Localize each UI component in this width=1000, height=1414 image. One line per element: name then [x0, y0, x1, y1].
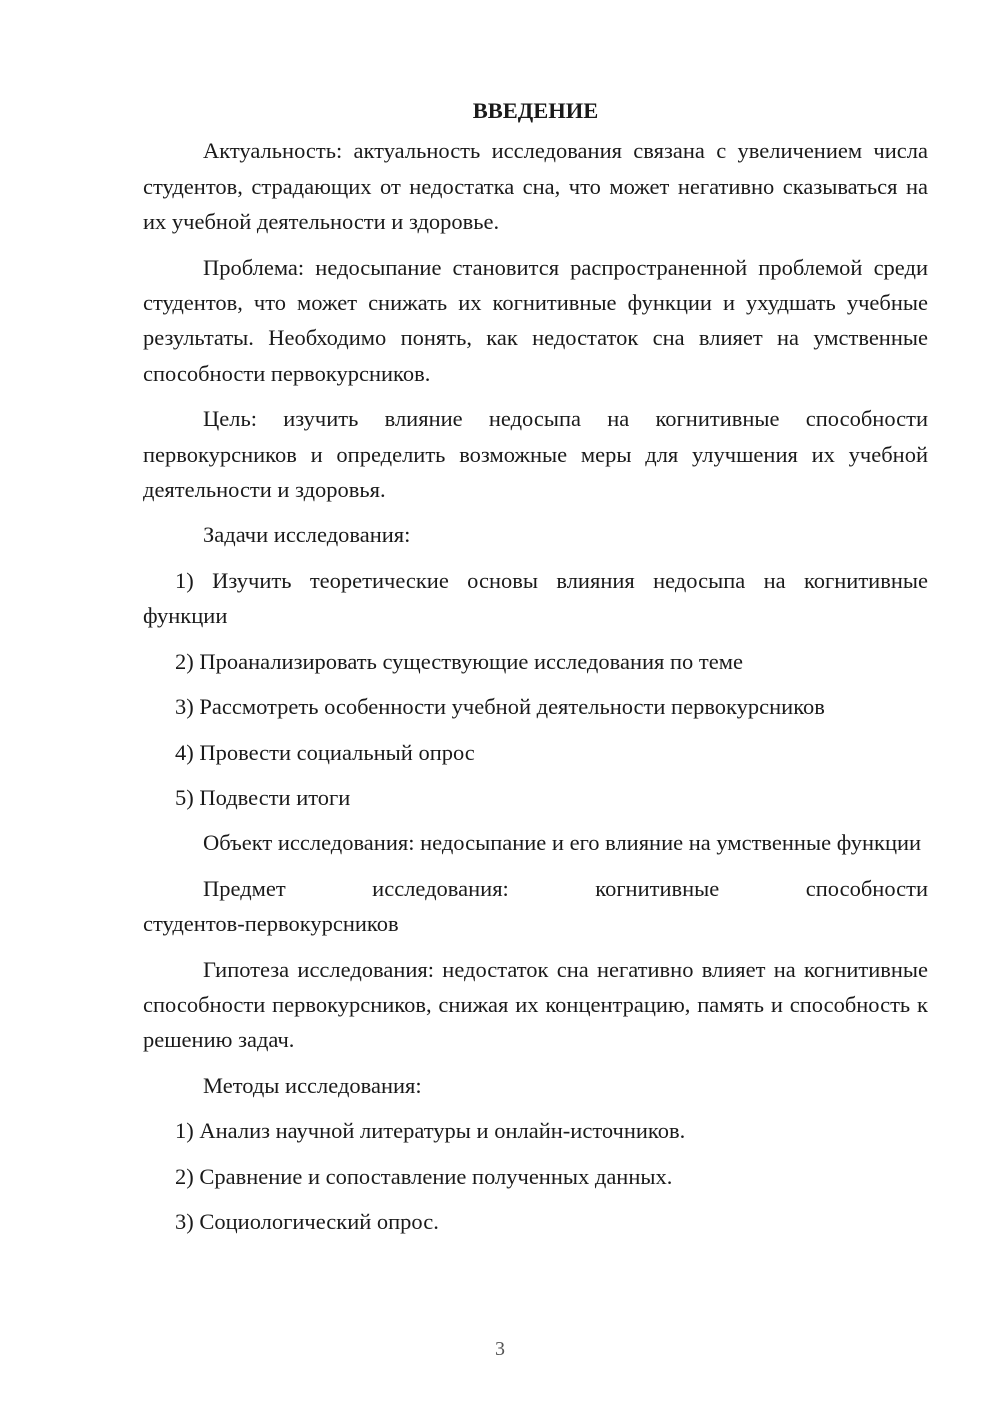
object-paragraph: Объект исследования: недосыпание и его влияние на умственные функции — [203, 830, 922, 856]
subject-line: студентов-первокурсников — [143, 911, 399, 937]
relevance-paragraph: Актуальность: актуальность исследования связана с увеличением числа студентов, страдающих от недостатка сна, что может негативно сказываться на их учебной деятельности и здоровье. — [143, 138, 928, 235]
task-item: 1) Изучить теоретические основы влияния недосыпа на когнитивные функции — [143, 567, 928, 629]
methods-heading: Методы исследования: — [203, 1072, 422, 1098]
problem-paragraph: Проблема: недосыпание становится распространенной проблемой среди студентов, что может снижать их когнитивные функции и ухудшать учебные результаты. Необходимо понять, как недостаток сна влияет на умственные способности первокурсников. — [143, 254, 928, 386]
task-item: 2) Проанализировать существующие исследования по теме — [175, 648, 743, 674]
subject-paragraph — [143, 871, 928, 942]
subject-line: Предмет исследования: когнитивные способности — [203, 875, 928, 901]
method-item: 1) Анализ научной литературы и онлайн-источников. — [175, 1118, 686, 1144]
method-item: 2) Сравнение и сопоставление полученных данных. — [175, 1163, 673, 1189]
page-title: ВВЕДЕНИЕ — [472, 98, 599, 123]
goal-paragraph: Цель: изучить влияние недосыпа на когнитивные способности первокурсников и определить возможные меры для улучшения их учебной деятельности и здоровья. — [143, 406, 928, 503]
task-item: 5) Подвести итоги — [175, 784, 351, 810]
page-content — [143, 93, 928, 1249]
task-item: 3) Рассмотреть особенности учебной деятельности первокурсников — [175, 694, 825, 720]
tasks-heading: Задачи исследования: — [203, 522, 411, 548]
page-number: 3 — [495, 1338, 505, 1360]
hypothesis-paragraph: Гипотеза исследования: недостаток сна негативно влияет на когнитивные способности первокурсников, снижая их концентрацию, память и способность к решению задач. — [143, 956, 928, 1053]
task-item: 4) Провести социальный опрос — [175, 739, 475, 765]
method-item: 3) Социологический опрос. — [175, 1208, 439, 1234]
